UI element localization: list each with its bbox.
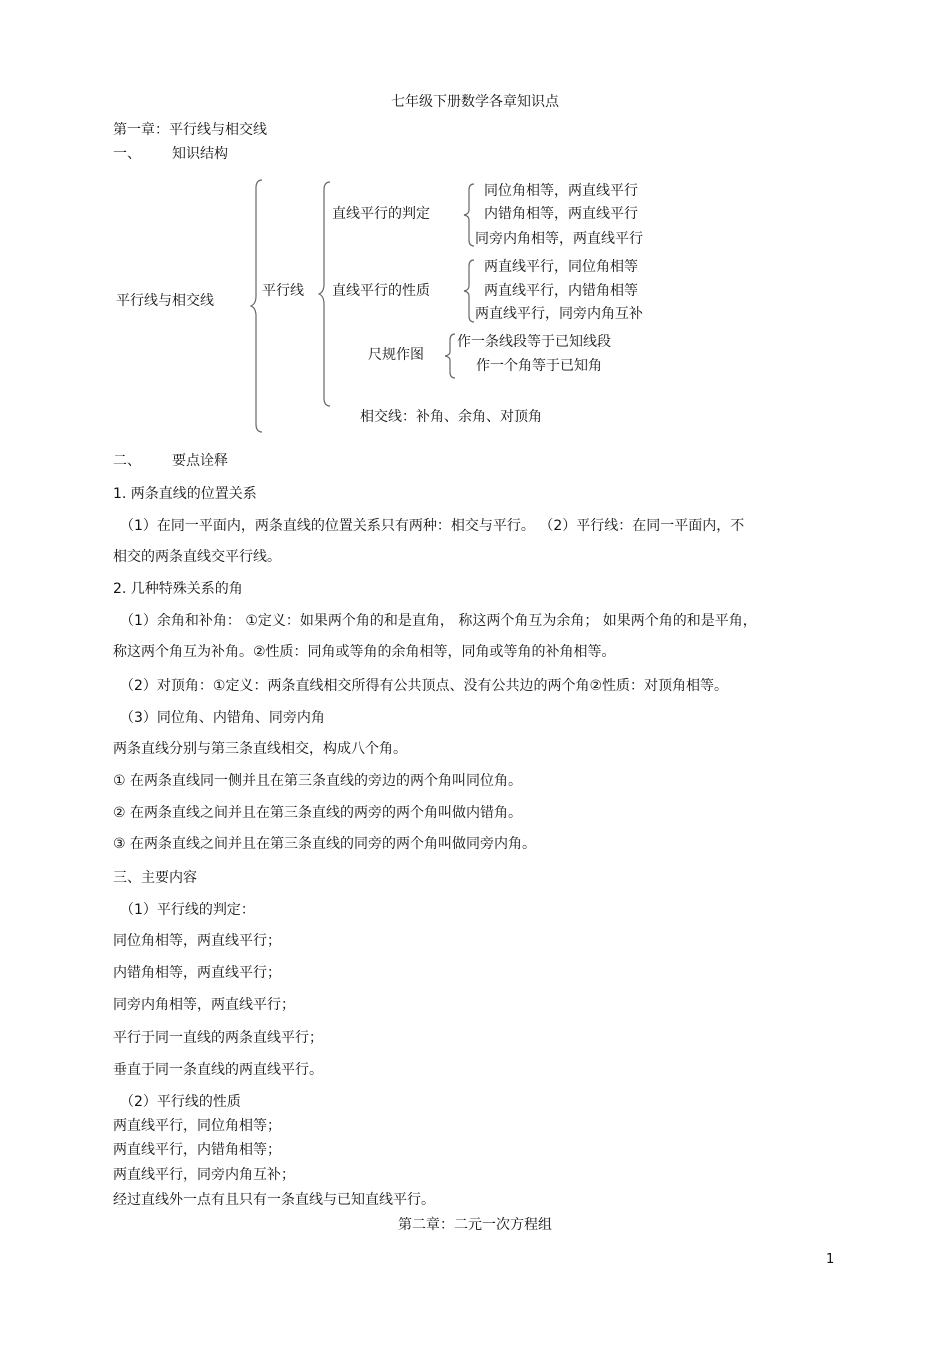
point2-line-e: 两条直线分别与第三条直线相交，构成八个角。	[113, 741, 407, 757]
section3-line-e: 平行于同一直线的两条直线平行；	[113, 1030, 323, 1046]
page-title: 七年级下册数学各章知识点	[391, 94, 559, 110]
section2-num: 二、	[113, 453, 141, 469]
section3-line-h: 两直线平行，同位角相等；	[113, 1118, 281, 1134]
section3-line-a: （1）平行线的判定：	[120, 902, 255, 918]
point2-line-c: （2）对顶角：①定义：两条直线相交所得有公共顶点、没有公共边的两个角②性质：对顶角相等。	[120, 678, 729, 694]
tree-root: 平行线与相交线	[116, 293, 214, 309]
construct-item-2: 作一个角等于已知角	[476, 358, 602, 374]
section3-line-k: 经过直线外一点有且只有一条直线与已知直线平行。	[113, 1192, 435, 1208]
section3-line-g: （2）平行线的性质	[120, 1094, 241, 1110]
section3-line-d: 同旁内角相等，两直线平行；	[113, 997, 295, 1013]
point2-line-g: ② 在两条直线之间并且在第三条直线的两旁的两个角叫做内错角。	[113, 805, 522, 821]
section3-line-b: 同位角相等，两直线平行；	[113, 933, 281, 949]
point2-title: 2. 几种特殊关系的角	[113, 581, 243, 597]
tree-property: 直线平行的性质	[332, 283, 430, 299]
section3-line-j: 两直线平行，同旁内角互补；	[113, 1167, 295, 1183]
section3-line-i: 两直线平行，内错角相等；	[113, 1142, 281, 1158]
point2-line-b: 称这两个角互为补角。②性质：同角或等角的余角相等，同角或等角的补角相等。	[113, 644, 616, 660]
point2-line-a: （1）余角和补角： ①定义：如果两个角的和是直角， 称这两个角互为余角； 如果两个角的和是平角，	[120, 613, 757, 629]
judge-item-2: 内错角相等，两直线平行	[484, 206, 638, 222]
point1-line-a: （1）在同一平面内，两条直线的位置关系只有两种：相交与平行。 （2）平行线：在同一平面内，不	[120, 518, 745, 534]
point1-line-b: 相交的两条直线交平行线。	[113, 549, 281, 565]
page-number: 1	[826, 1252, 835, 1267]
brace-level1	[250, 178, 266, 434]
property-item-2: 两直线平行，内错角相等	[484, 283, 638, 299]
tree-level1: 平行线	[262, 283, 304, 299]
point2-line-h: ③ 在两条直线之间并且在第三条直线的同旁的两个角叫做同旁内角。	[113, 836, 536, 852]
section1-label: 知识结构	[172, 146, 228, 162]
chapter1-heading: 第一章：平行线与相交线	[113, 122, 267, 138]
point1-title: 1. 两条直线的位置关系	[113, 486, 257, 502]
point2-line-f: ① 在两条直线同一侧并且在第三条直线的旁边的两个角叫同位角。	[113, 773, 522, 789]
judge-item-3: 同旁内角相等，两直线平行	[475, 231, 643, 247]
judge-item-1: 同位角相等，两直线平行	[484, 183, 638, 199]
section2-label: 要点诠释	[172, 453, 228, 469]
tree-construct: 尺规作图	[368, 347, 424, 363]
brace-construct	[444, 332, 458, 380]
property-item-1: 两直线平行，同位角相等	[484, 259, 638, 275]
chapter2-heading: 第二章：二元一次方程组	[398, 1217, 552, 1233]
tree-judge: 直线平行的判定	[332, 206, 430, 222]
section3-heading: 三、主要内容	[113, 870, 197, 886]
construct-item-1: 作一条线段等于已知线段	[457, 334, 611, 350]
point2-line-d: （3）同位角、内错角、同旁内角	[120, 710, 325, 726]
section3-line-f: 垂直于同一条直线的两直线平行。	[113, 1062, 323, 1078]
tree-intersect: 相交线：补角、余角、对顶角	[360, 409, 542, 425]
section3-line-c: 内错角相等，两直线平行；	[113, 965, 281, 981]
property-item-3: 两直线平行，同旁内角互补	[475, 306, 643, 322]
section1-num: 一、	[113, 146, 141, 162]
